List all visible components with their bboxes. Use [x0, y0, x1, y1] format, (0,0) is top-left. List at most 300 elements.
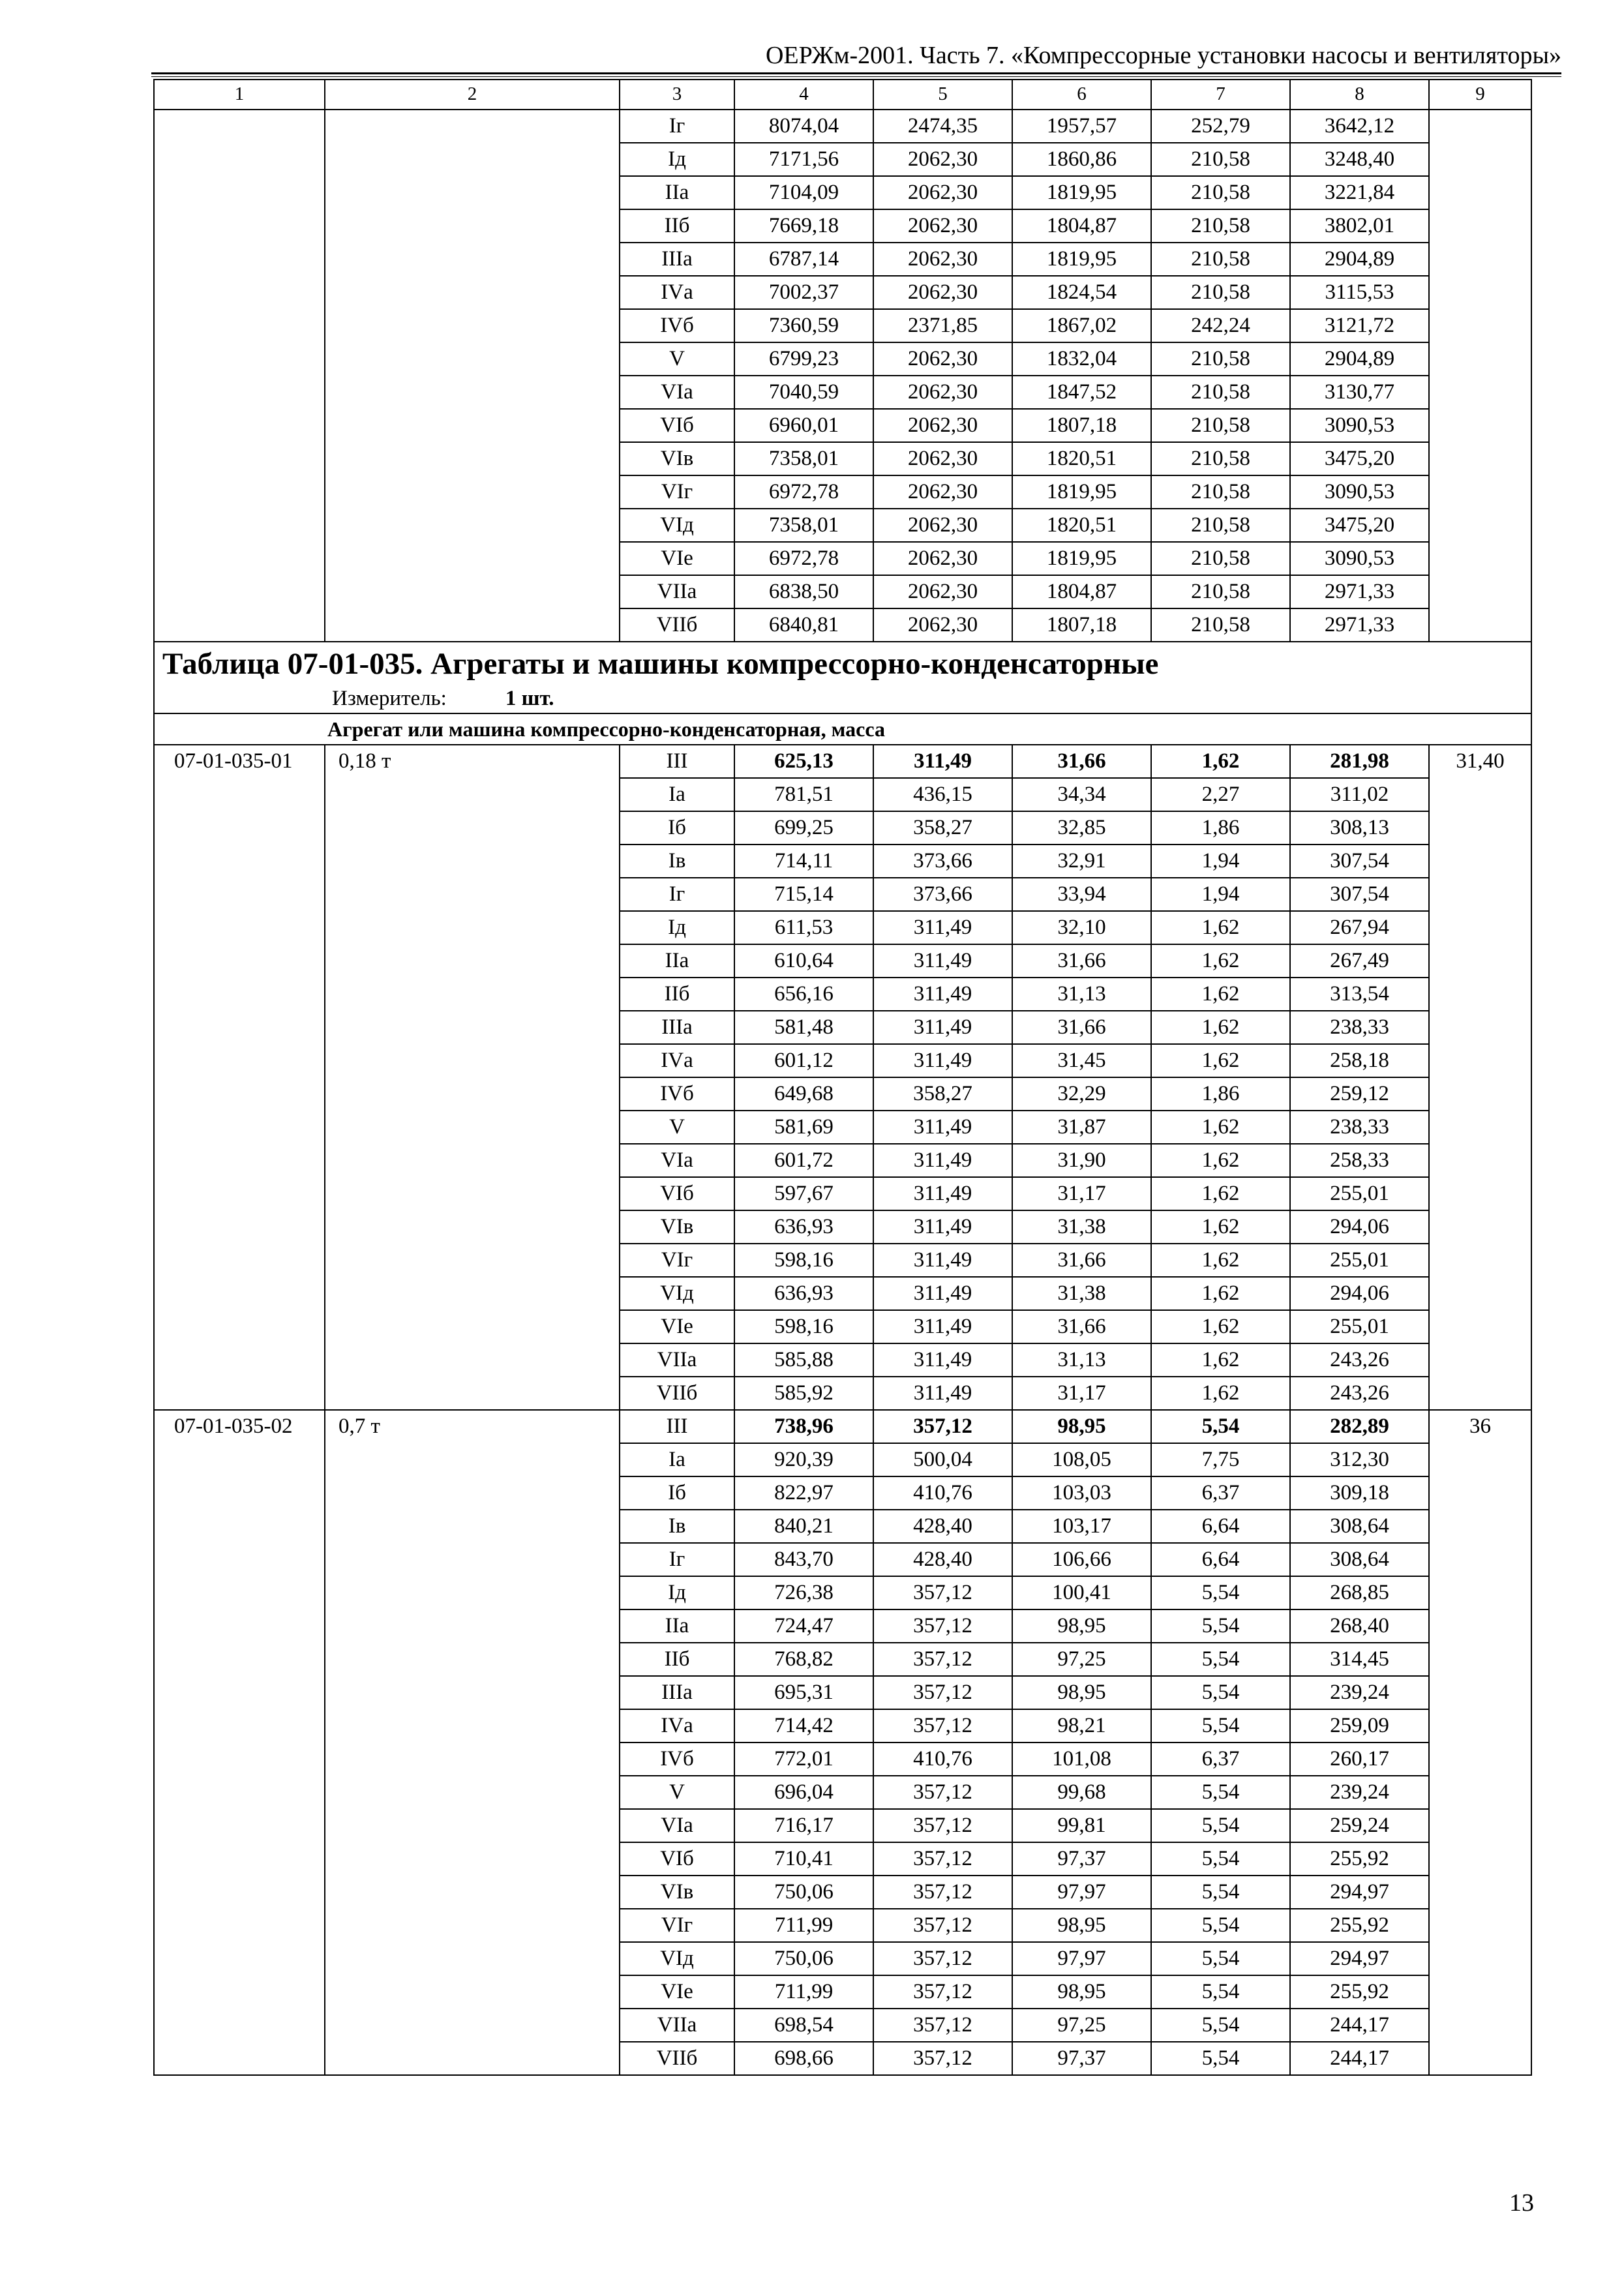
table-row — [154, 1443, 1531, 1476]
code-cell — [154, 1842, 325, 1876]
table-row — [154, 509, 1531, 542]
value-cell: 210,58 — [1151, 209, 1290, 243]
code-cell — [154, 1676, 325, 1709]
zone-cell: VIг — [620, 1244, 734, 1277]
table-row — [154, 1975, 1531, 2009]
value-cell: 1819,95 — [1012, 475, 1151, 509]
zone-cell: VIIб — [620, 2042, 734, 2075]
code-cell — [154, 1743, 325, 1776]
value-cell: 358,27 — [873, 1077, 1012, 1111]
code-cell — [154, 1942, 325, 1975]
spec-cell — [325, 1210, 620, 1244]
value-cell: 259,12 — [1290, 1077, 1429, 1111]
table-row — [154, 1244, 1531, 1277]
value-cell: 1,62 — [1151, 1310, 1290, 1343]
value-cell: 5,54 — [1151, 1842, 1290, 1876]
code-cell — [154, 276, 325, 309]
value-cell: 3642,12 — [1290, 110, 1429, 143]
col9-cell — [1429, 1543, 1531, 1576]
value-cell: 625,13 — [734, 745, 873, 778]
code-cell — [154, 409, 325, 442]
value-cell: 3130,77 — [1290, 376, 1429, 409]
value-cell: 210,58 — [1151, 475, 1290, 509]
value-cell: 1,86 — [1151, 1077, 1290, 1111]
value-cell: 5,54 — [1151, 1809, 1290, 1842]
spec-cell — [325, 1609, 620, 1643]
value-cell: 1807,18 — [1012, 608, 1151, 642]
value-cell: 656,16 — [734, 978, 873, 1011]
table-row — [154, 608, 1531, 642]
value-cell: 239,24 — [1290, 1776, 1429, 1809]
spec-cell — [325, 1942, 620, 1975]
value-cell: 2062,30 — [873, 342, 1012, 376]
value-cell: 357,12 — [873, 1643, 1012, 1676]
code-cell — [154, 1543, 325, 1576]
code-cell — [154, 1510, 325, 1543]
value-cell: 3475,20 — [1290, 509, 1429, 542]
value-cell: 2062,30 — [873, 475, 1012, 509]
spec-cell — [325, 811, 620, 845]
value-cell: 711,99 — [734, 1909, 873, 1942]
col9-cell — [1429, 608, 1531, 642]
page-number: 13 — [1509, 2189, 1534, 2217]
table-row — [154, 1476, 1531, 1510]
zone-cell: VIв — [620, 1210, 734, 1244]
value-cell: 1,94 — [1151, 878, 1290, 911]
table-title-row — [154, 642, 1531, 713]
value-cell: 101,08 — [1012, 1743, 1151, 1776]
table-row — [154, 1310, 1531, 1343]
col9-cell — [1429, 1011, 1531, 1044]
table-row — [154, 1876, 1531, 1909]
value-cell: 711,99 — [734, 1975, 873, 2009]
value-cell: 357,12 — [873, 1809, 1012, 1842]
col9-cell — [1429, 1277, 1531, 1310]
value-cell: 244,17 — [1290, 2009, 1429, 2042]
zone-cell: VIд — [620, 1277, 734, 1310]
col9-cell — [1429, 1476, 1531, 1510]
value-cell: 308,64 — [1290, 1510, 1429, 1543]
col9-cell — [1429, 2009, 1531, 2042]
value-cell: 311,02 — [1290, 778, 1429, 811]
value-cell: 710,41 — [734, 1842, 873, 1876]
code-cell — [154, 1077, 325, 1111]
col9-cell — [1429, 1975, 1531, 2009]
value-cell: 1820,51 — [1012, 509, 1151, 542]
value-cell: 31,87 — [1012, 1111, 1151, 1144]
value-cell: 311,49 — [873, 1277, 1012, 1310]
value-cell: 410,76 — [873, 1476, 1012, 1510]
value-cell: 268,85 — [1290, 1576, 1429, 1609]
spec-cell: 0,18 т — [325, 745, 620, 778]
value-cell: 267,94 — [1290, 911, 1429, 944]
spec-cell — [325, 243, 620, 276]
col9-cell — [1429, 475, 1531, 509]
code-cell — [154, 2042, 325, 2075]
column-number: 7 — [1151, 80, 1290, 110]
zone-cell: VIа — [620, 1144, 734, 1177]
value-cell: 1847,52 — [1012, 376, 1151, 409]
header-rule-thick — [151, 72, 1561, 74]
value-cell: 32,10 — [1012, 911, 1151, 944]
value-cell: 5,54 — [1151, 1776, 1290, 1809]
table-row — [154, 1377, 1531, 1410]
code-cell — [154, 1343, 325, 1377]
value-cell: 311,49 — [873, 1244, 1012, 1277]
col9-cell — [1429, 342, 1531, 376]
value-cell: 1,62 — [1151, 911, 1290, 944]
zone-cell: IIа — [620, 176, 734, 209]
code-cell — [154, 143, 325, 176]
rates-table — [153, 79, 1532, 2076]
value-cell: 31,66 — [1012, 1310, 1151, 1343]
value-cell: 32,85 — [1012, 811, 1151, 845]
value-cell: 3248,40 — [1290, 143, 1429, 176]
value-cell: 31,90 — [1012, 1144, 1151, 1177]
value-cell: 726,38 — [734, 1576, 873, 1609]
value-cell: 822,97 — [734, 1476, 873, 1510]
value-cell: 636,93 — [734, 1210, 873, 1244]
value-cell: 2062,30 — [873, 243, 1012, 276]
value-cell: 1832,04 — [1012, 342, 1151, 376]
value-cell: 2062,30 — [873, 276, 1012, 309]
value-cell: 239,24 — [1290, 1676, 1429, 1709]
table-row — [154, 1177, 1531, 1210]
value-cell: 6799,23 — [734, 342, 873, 376]
value-cell: 238,33 — [1290, 1011, 1429, 1044]
value-cell: 1,62 — [1151, 1343, 1290, 1377]
value-cell: 1,62 — [1151, 1144, 1290, 1177]
value-cell: 1,86 — [1151, 811, 1290, 845]
table-row — [154, 1144, 1531, 1177]
value-cell: 585,92 — [734, 1377, 873, 1410]
zone-cell: IIIа — [620, 243, 734, 276]
table-row — [154, 376, 1531, 409]
value-cell: 373,66 — [873, 878, 1012, 911]
spec-cell — [325, 509, 620, 542]
spec-cell — [325, 778, 620, 811]
col9-cell — [1429, 1809, 1531, 1842]
code-cell — [154, 243, 325, 276]
value-cell: 357,12 — [873, 1876, 1012, 1909]
rates-table-body — [154, 80, 1531, 2075]
zone-cell: V — [620, 1776, 734, 1809]
col9-cell — [1429, 1377, 1531, 1410]
zone-cell: IVа — [620, 1044, 734, 1077]
column-number: 8 — [1290, 80, 1429, 110]
value-cell: 357,12 — [873, 2009, 1012, 2042]
value-cell: 210,58 — [1151, 542, 1290, 575]
col9-cell: 36 — [1429, 1410, 1531, 1443]
table-row — [154, 978, 1531, 1011]
value-cell: 311,49 — [873, 1144, 1012, 1177]
value-cell: 6972,78 — [734, 475, 873, 509]
value-cell: 6960,01 — [734, 409, 873, 442]
value-cell: 357,12 — [873, 1676, 1012, 1709]
value-cell: 313,54 — [1290, 978, 1429, 1011]
value-cell: 308,13 — [1290, 811, 1429, 845]
value-cell: 6,37 — [1151, 1743, 1290, 1776]
value-cell: 31,17 — [1012, 1177, 1151, 1210]
value-cell: 5,54 — [1151, 1643, 1290, 1676]
col9-cell — [1429, 409, 1531, 442]
spec-cell — [325, 608, 620, 642]
zone-cell: Iа — [620, 778, 734, 811]
col9-cell — [1429, 442, 1531, 475]
value-cell: 724,47 — [734, 1609, 873, 1643]
spec-cell — [325, 845, 620, 878]
value-cell: 598,16 — [734, 1244, 873, 1277]
zone-cell: IVб — [620, 1743, 734, 1776]
code-cell — [154, 509, 325, 542]
col9-cell — [1429, 1676, 1531, 1709]
zone-cell: VIIа — [620, 2009, 734, 2042]
zone-cell: VIIб — [620, 1377, 734, 1410]
value-cell: 5,54 — [1151, 1576, 1290, 1609]
spec-cell — [325, 1809, 620, 1842]
value-cell: 5,54 — [1151, 1609, 1290, 1643]
value-cell: 714,11 — [734, 845, 873, 878]
value-cell: 98,95 — [1012, 1410, 1151, 1443]
table-row — [154, 1277, 1531, 1310]
table-row — [154, 1510, 1531, 1543]
spec-cell — [325, 878, 620, 911]
value-cell: 1,62 — [1151, 1011, 1290, 1044]
value-cell: 311,49 — [873, 1011, 1012, 1044]
col9-cell — [1429, 1876, 1531, 1909]
value-cell: 294,97 — [1290, 1942, 1429, 1975]
value-cell: 6840,81 — [734, 608, 873, 642]
column-number: 4 — [734, 80, 873, 110]
value-cell: 1,62 — [1151, 1277, 1290, 1310]
col9-cell — [1429, 1077, 1531, 1111]
code-cell — [154, 1177, 325, 1210]
value-cell: 1804,87 — [1012, 209, 1151, 243]
value-cell: 2062,30 — [873, 143, 1012, 176]
table-row — [154, 1942, 1531, 1975]
value-cell: 1819,95 — [1012, 176, 1151, 209]
code-cell — [154, 176, 325, 209]
value-cell: 309,18 — [1290, 1476, 1429, 1510]
value-cell: 1957,57 — [1012, 110, 1151, 143]
value-cell: 597,67 — [734, 1177, 873, 1210]
spec-cell — [325, 1909, 620, 1942]
value-cell: 5,54 — [1151, 1942, 1290, 1975]
value-cell: 98,95 — [1012, 1975, 1151, 2009]
table-title-cell — [154, 642, 1531, 713]
table-row — [154, 878, 1531, 911]
value-cell: 3090,53 — [1290, 475, 1429, 509]
col9-cell — [1429, 1111, 1531, 1144]
col9-cell — [1429, 845, 1531, 878]
spec-cell — [325, 1144, 620, 1177]
table-title: Таблица 07-01-035. Агрегаты и машины компрессорно-конденсаторные — [162, 647, 1159, 681]
spec-cell — [325, 1277, 620, 1310]
table-row — [154, 1643, 1531, 1676]
spec-cell — [325, 276, 620, 309]
value-cell: 750,06 — [734, 1876, 873, 1909]
col9-cell — [1429, 376, 1531, 409]
value-cell: 243,26 — [1290, 1343, 1429, 1377]
value-cell: 31,13 — [1012, 1343, 1151, 1377]
code-cell — [154, 1476, 325, 1510]
spec-cell — [325, 944, 620, 978]
zone-cell: VIIа — [620, 575, 734, 608]
value-cell: 307,54 — [1290, 878, 1429, 911]
code-cell — [154, 1443, 325, 1476]
spec-cell — [325, 1244, 620, 1277]
zone-cell: Iг — [620, 1543, 734, 1576]
value-cell: 6838,50 — [734, 575, 873, 608]
zone-cell: Iг — [620, 878, 734, 911]
spec-cell — [325, 1077, 620, 1111]
value-cell: 772,01 — [734, 1743, 873, 1776]
col9-cell — [1429, 1510, 1531, 1543]
spec-cell — [325, 1842, 620, 1876]
value-cell: 2062,30 — [873, 608, 1012, 642]
table-row — [154, 143, 1531, 176]
value-cell: 311,49 — [873, 944, 1012, 978]
value-cell: 7358,01 — [734, 509, 873, 542]
table-row — [154, 2009, 1531, 2042]
value-cell: 699,25 — [734, 811, 873, 845]
value-cell: 97,37 — [1012, 2042, 1151, 2075]
value-cell: 210,58 — [1151, 442, 1290, 475]
value-cell: 7040,59 — [734, 376, 873, 409]
value-cell: 103,03 — [1012, 1476, 1151, 1510]
value-cell: 8074,04 — [734, 110, 873, 143]
table-row — [154, 1743, 1531, 1776]
value-cell: 2062,30 — [873, 442, 1012, 475]
value-cell: 1,62 — [1151, 1244, 1290, 1277]
col9-cell — [1429, 878, 1531, 911]
value-cell: 311,49 — [873, 911, 1012, 944]
value-cell: 2062,30 — [873, 376, 1012, 409]
code-cell — [154, 575, 325, 608]
zone-cell: Iд — [620, 911, 734, 944]
col9-cell — [1429, 143, 1531, 176]
code-cell — [154, 978, 325, 1011]
table-row — [154, 811, 1531, 845]
value-cell: 97,25 — [1012, 1643, 1151, 1676]
spec-cell — [325, 575, 620, 608]
zone-cell: VIб — [620, 1842, 734, 1876]
value-cell: 598,16 — [734, 1310, 873, 1343]
col9-cell — [1429, 243, 1531, 276]
value-cell: 243,26 — [1290, 1377, 1429, 1410]
value-cell: 1,62 — [1151, 745, 1290, 778]
value-cell: 1,62 — [1151, 1177, 1290, 1210]
spec-cell — [325, 1743, 620, 1776]
spec-cell — [325, 1310, 620, 1343]
value-cell: 357,12 — [873, 1975, 1012, 2009]
col9-cell — [1429, 1709, 1531, 1743]
code-cell — [154, 1277, 325, 1310]
value-cell: 649,68 — [734, 1077, 873, 1111]
value-cell: 695,31 — [734, 1676, 873, 1709]
col9-cell — [1429, 1609, 1531, 1643]
zone-cell: III — [620, 745, 734, 778]
value-cell: 210,58 — [1151, 276, 1290, 309]
spec-cell — [325, 1576, 620, 1609]
value-cell: 312,30 — [1290, 1443, 1429, 1476]
code-cell — [154, 1111, 325, 1144]
value-cell: 255,01 — [1290, 1177, 1429, 1210]
col9-cell — [1429, 276, 1531, 309]
code-cell — [154, 1210, 325, 1244]
unit-label: Измеритель: — [332, 687, 447, 710]
value-cell: 843,70 — [734, 1543, 873, 1576]
spec-cell — [325, 1709, 620, 1743]
spec-cell — [325, 1343, 620, 1377]
value-cell: 97,97 — [1012, 1876, 1151, 1909]
table-row — [154, 1410, 1531, 1443]
table-row — [154, 1044, 1531, 1077]
spec-cell — [325, 1510, 620, 1543]
value-cell: 5,54 — [1151, 1676, 1290, 1709]
col9-cell — [1429, 944, 1531, 978]
value-cell: 2971,33 — [1290, 608, 1429, 642]
value-cell: 2,27 — [1151, 778, 1290, 811]
value-cell: 244,17 — [1290, 2042, 1429, 2075]
zone-cell: VIб — [620, 1177, 734, 1210]
value-cell: 3802,01 — [1290, 209, 1429, 243]
code-cell — [154, 1809, 325, 1842]
value-cell: 5,54 — [1151, 1410, 1290, 1443]
value-cell: 31,13 — [1012, 978, 1151, 1011]
value-cell: 581,69 — [734, 1111, 873, 1144]
zone-cell: IVа — [620, 1709, 734, 1743]
table-row — [154, 745, 1531, 778]
value-cell: 750,06 — [734, 1942, 873, 1975]
col9-cell — [1429, 1210, 1531, 1244]
value-cell: 99,68 — [1012, 1776, 1151, 1809]
value-cell: 6,64 — [1151, 1543, 1290, 1576]
value-cell: 1,62 — [1151, 944, 1290, 978]
value-cell: 2904,89 — [1290, 342, 1429, 376]
value-cell: 98,95 — [1012, 1909, 1151, 1942]
value-cell: 3475,20 — [1290, 442, 1429, 475]
value-cell: 6,37 — [1151, 1476, 1290, 1510]
value-cell: 210,58 — [1151, 608, 1290, 642]
value-cell: 3121,72 — [1290, 309, 1429, 342]
code-cell — [154, 1909, 325, 1942]
value-cell: 210,58 — [1151, 243, 1290, 276]
code-cell — [154, 1975, 325, 2009]
code-cell — [154, 1011, 325, 1044]
table-row — [154, 778, 1531, 811]
spec-cell — [325, 176, 620, 209]
spec-cell — [325, 1476, 620, 1510]
table-row — [154, 1077, 1531, 1111]
spec-cell — [325, 1876, 620, 1909]
col9-cell — [1429, 2042, 1531, 2075]
value-cell: 210,58 — [1151, 376, 1290, 409]
zone-cell: Iв — [620, 1510, 734, 1543]
value-cell: 357,12 — [873, 2042, 1012, 2075]
value-cell: 294,06 — [1290, 1277, 1429, 1310]
value-cell: 34,34 — [1012, 778, 1151, 811]
value-cell: 7669,18 — [734, 209, 873, 243]
code-cell — [154, 778, 325, 811]
col9-cell — [1429, 911, 1531, 944]
code-cell — [154, 309, 325, 342]
spec-cell — [325, 209, 620, 243]
value-cell: 2062,30 — [873, 542, 1012, 575]
spec-cell — [325, 2042, 620, 2075]
col9-cell — [1429, 1044, 1531, 1077]
zone-cell: IIIа — [620, 1011, 734, 1044]
